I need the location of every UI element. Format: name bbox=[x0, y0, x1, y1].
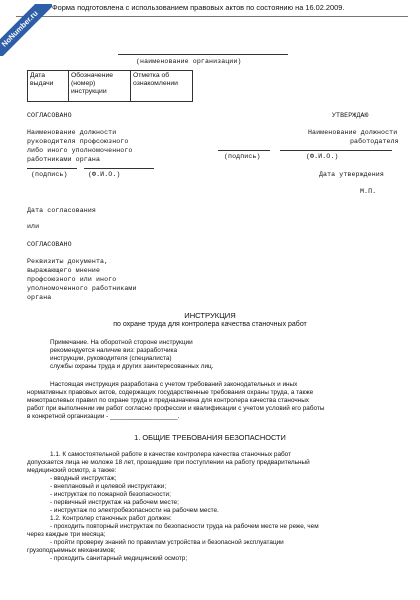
approve-sign-label: (подпись) bbox=[224, 153, 261, 160]
list1-item-4: - первичный инструктаж на рабочем месте; bbox=[50, 499, 179, 506]
p12-heading: 1.2. Контролер станочных работ должен: bbox=[50, 515, 172, 522]
p11-line-2: допускается лица не моложе 18 лет, прошедшие при поступлении на работу предварительный bbox=[27, 459, 310, 466]
stamp-col-date: Дата выдачи bbox=[28, 71, 69, 102]
p12-line-1: - проходить повторный инструктаж по безопасности труда на рабочем месте не реже, чем bbox=[50, 523, 319, 530]
agreed2-title: СОГЛАСОВАНО bbox=[27, 241, 72, 248]
requisites-line-1: Реквизиты документа, bbox=[27, 258, 109, 265]
stamp-place-label: М.П. bbox=[360, 188, 377, 195]
approve-date-label: Дата утверждения bbox=[319, 171, 384, 178]
note-line-1: Примечание. На оборотной стороне инструкции bbox=[50, 339, 193, 346]
agreed-fio-label: (Ф.И.О.) bbox=[88, 171, 121, 178]
agree-date-label: Дата согласования bbox=[27, 207, 96, 214]
p12-line-2: через каждые три месяца; bbox=[27, 531, 106, 538]
or-label: или bbox=[27, 223, 40, 230]
watermark-logo bbox=[0, 4, 52, 56]
intro-line-2: нормативных правовых актов, содержащих государственные требования охраны труда, а также bbox=[27, 389, 314, 396]
note-line-2: рекомендуется наличие виз: разработчика bbox=[50, 347, 178, 354]
p11-line-1: 1.1. К самостоятельной работе в качестве контролера качества станочных работ bbox=[50, 451, 292, 458]
org-label: (наименование организации) bbox=[136, 58, 242, 65]
intro-line-1: Настоящая инструкция разработана с учетом требований законодательных и иных bbox=[50, 381, 298, 388]
requisites-line-2: выражающего мнение bbox=[27, 267, 101, 274]
doc-title: ИНСТРУКЦИЯ bbox=[184, 311, 236, 320]
requisites-line-3: профсоюзного или иного bbox=[27, 276, 117, 283]
doc-subtitle: по охране труда для контролера качества станочных работ bbox=[113, 321, 307, 328]
note-line-4: службы охраны труда и других заинтересованных лиц. bbox=[50, 363, 214, 370]
watermark-text: NoNumber.ru bbox=[0, 4, 52, 56]
requisites-line-5: органа bbox=[27, 294, 52, 301]
agreed-line-2: руководителя профсоюзного bbox=[27, 138, 129, 145]
approve-fio-line bbox=[280, 150, 392, 151]
agreed-sign-label: (подпись) bbox=[31, 171, 68, 178]
section-1-heading: 1. ОБЩИЕ ТРЕБОВАНИЯ БЕЗОПАСНОСТИ bbox=[134, 433, 286, 442]
stamp-col-ack: Отметка об ознакомлении bbox=[131, 71, 193, 102]
list1-item-1: - вводный инструктаж; bbox=[50, 475, 117, 482]
agreed-title: СОГЛАСОВАНО bbox=[27, 112, 72, 119]
note-line-3: инструкции, руководителя (специалиста) bbox=[50, 355, 172, 362]
stamp-col-number: Обозначение (номер) инструкции bbox=[69, 71, 131, 102]
approve-line-2: работодателя bbox=[350, 138, 399, 145]
stamp-table bbox=[27, 70, 193, 102]
agreed-line-1: Наименование должности bbox=[27, 129, 117, 136]
approve-sign-line bbox=[218, 150, 270, 151]
intro-line-4: работ при выполнении им работ согласно профессии и квалификации с учетом условий его работы bbox=[27, 405, 325, 412]
list1-item-3: - инструктаж по пожарной безопасности; bbox=[50, 491, 171, 498]
p12-line-3: - пройти проверку знаний по правилам устройства и безопасной эксплуатации bbox=[50, 539, 284, 546]
agreed-fio-line bbox=[84, 168, 154, 169]
requisites-line-4: уполномоченного работниками bbox=[27, 285, 137, 292]
agreed-line-4: работниками органа bbox=[27, 156, 101, 163]
agreed-sign-line bbox=[27, 168, 77, 169]
approve-line-1: Наименование должности bbox=[308, 129, 398, 136]
approve-fio-label: (Ф.И.О.) bbox=[306, 153, 339, 160]
p12-line-4: грузоподъемных механизмов; bbox=[27, 547, 116, 554]
agreed-line-3: либо иного уполномоченного bbox=[27, 147, 133, 154]
intro-line-3: межотраслевых правил по охране труда и предназначена для контролера качества станочных bbox=[27, 397, 310, 404]
approve-title: УТВЕРЖДАЮ bbox=[332, 112, 369, 119]
list1-item-2: - внеплановый и целевой инструктажи; bbox=[50, 483, 167, 490]
p11-line-3: медицинский осмотр, а также: bbox=[27, 467, 117, 474]
p12-line-5: - проходить санитарный медицинский осмотр; bbox=[50, 555, 188, 562]
header-notice: Форма подготовлена с использованием правовых актов по состоянию на 16.02.2009. bbox=[52, 3, 345, 12]
intro-line-5: в конкретной организации - ___________________. bbox=[27, 413, 180, 420]
list1-item-5: - инструктаж по электробезопасности на рабочем месте. bbox=[50, 507, 219, 514]
org-line bbox=[118, 54, 288, 55]
